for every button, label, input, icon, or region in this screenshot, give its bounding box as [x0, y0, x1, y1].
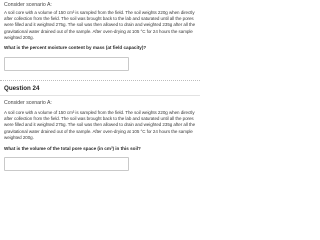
scenario-text: A soil core with a volume of 150 cm³ is sampled from the field. The soil weights 220g when directly after collection from the field. The soil was brought back to the lab and saturated until all the pores were filled and it weighted 275g. The soil was then allowed to drain and weighted 235g after all the gravitational water drained out of the sample. After oven-drying at 105 °C for 24 hours the sample weighted 200g. — [4, 10, 196, 40]
scenario-label: Consider scenario A: — [4, 2, 52, 8]
quiz-page — [0, 0, 200, 173]
answer-input[interactable] — [4, 57, 129, 71]
question-prompt: What is the volume of the total pore space (in cm³) in this soil? — [4, 146, 141, 151]
question-prompt: What is the percent moisture content by mass (at field capacity)? — [4, 45, 147, 50]
question-header: Question 24 — [4, 85, 40, 92]
scenario-text: A soil core with a volume of 150 cm³ is sampled from the field. The soil weights 220g when directly after collection from the field. The soil was brought back to the lab and saturated until all the pores were filled and it weighted 275g. The soil was then allowed to drain and weighted 235g after all the gravitational water drained out of the sample. After oven-drying at 105 °C for 24 hours the sample weighted 200g. — [4, 110, 196, 140]
header-rule — [0, 95, 200, 96]
answer-input[interactable] — [4, 157, 129, 171]
scenario-label: Consider scenario A: — [4, 100, 52, 106]
question-divider — [0, 80, 200, 81]
